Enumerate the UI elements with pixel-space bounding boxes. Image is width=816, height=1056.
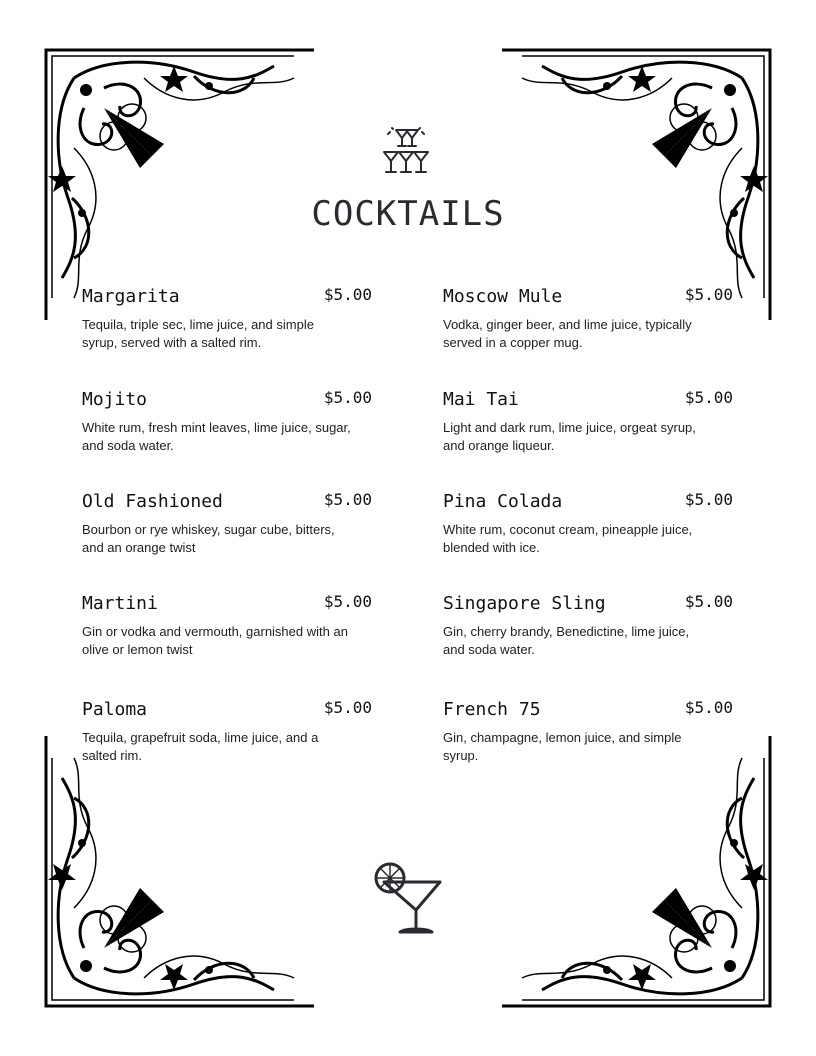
menu-item-price: $5.00 (684, 388, 733, 407)
menu-item-description: Gin or vodka and vermouth, garnished with an olive or lemon twist (82, 624, 348, 657)
menu-item-name: Paloma (82, 699, 148, 720)
menu-item-description: Vodka, ginger beer, and lime juice, typically served in a copper mug. (443, 317, 692, 350)
menu-item-name: Moscow Mule (443, 286, 563, 307)
corner-ornament-top-right (500, 48, 772, 320)
corner-ornament-top-left (44, 48, 316, 320)
menu-item-description: Bourbon or rye whiskey, sugar cube, bitters, and an orange twist (82, 522, 335, 555)
menu-item-name: Old Fashioned (82, 491, 223, 512)
corner-ornament-bottom-left (44, 736, 316, 1008)
menu-item-name: Martini (82, 593, 158, 614)
menu-item-name: Mai Tai (443, 389, 519, 410)
menu-item-price: $5.00 (323, 490, 372, 509)
menu-item-description: Gin, cherry brandy, Benedictine, lime juice, and soda water. (443, 624, 690, 657)
menu-item-name: French 75 (443, 699, 541, 720)
menu-item-description: Light and dark rum, lime juice, orgeat syrup, and orange liqueur. (443, 420, 696, 453)
menu-item-price: $5.00 (684, 285, 733, 304)
menu-item-price: $5.00 (323, 592, 372, 611)
menu-item-price: $5.00 (684, 490, 733, 509)
menu-item-description: Tequila, triple sec, lime juice, and simple syrup, served with a salted rim. (82, 317, 314, 350)
menu-item-price: $5.00 (323, 285, 372, 304)
menu-item-price: $5.00 (684, 592, 733, 611)
menu-item-description: Tequila, grapefruit soda, lime juice, and a salted rim. (82, 730, 319, 763)
martini-with-citrus-icon (370, 856, 446, 940)
menu-item-price: $5.00 (684, 698, 733, 717)
menu-item-name: Margarita (82, 286, 180, 307)
menu-item-name: Singapore Sling (443, 593, 606, 614)
menu-item-name: Pina Colada (443, 491, 563, 512)
menu-item-description: White rum, fresh mint leaves, lime juice, sugar, and soda water. (82, 420, 351, 453)
menu-item-description: Gin, champagne, lemon juice, and simple syrup. (443, 730, 682, 763)
page-title: COCKTAILS (311, 194, 505, 234)
corner-ornament-bottom-right (500, 736, 772, 1008)
menu-item-price: $5.00 (323, 388, 372, 407)
menu-item-description: White rum, coconut cream, pineapple juice, blended with ice. (443, 522, 693, 555)
menu-item-name: Mojito (82, 389, 148, 410)
menu-item-price: $5.00 (323, 698, 372, 717)
cocktail-glass-tower-icon (378, 124, 434, 178)
